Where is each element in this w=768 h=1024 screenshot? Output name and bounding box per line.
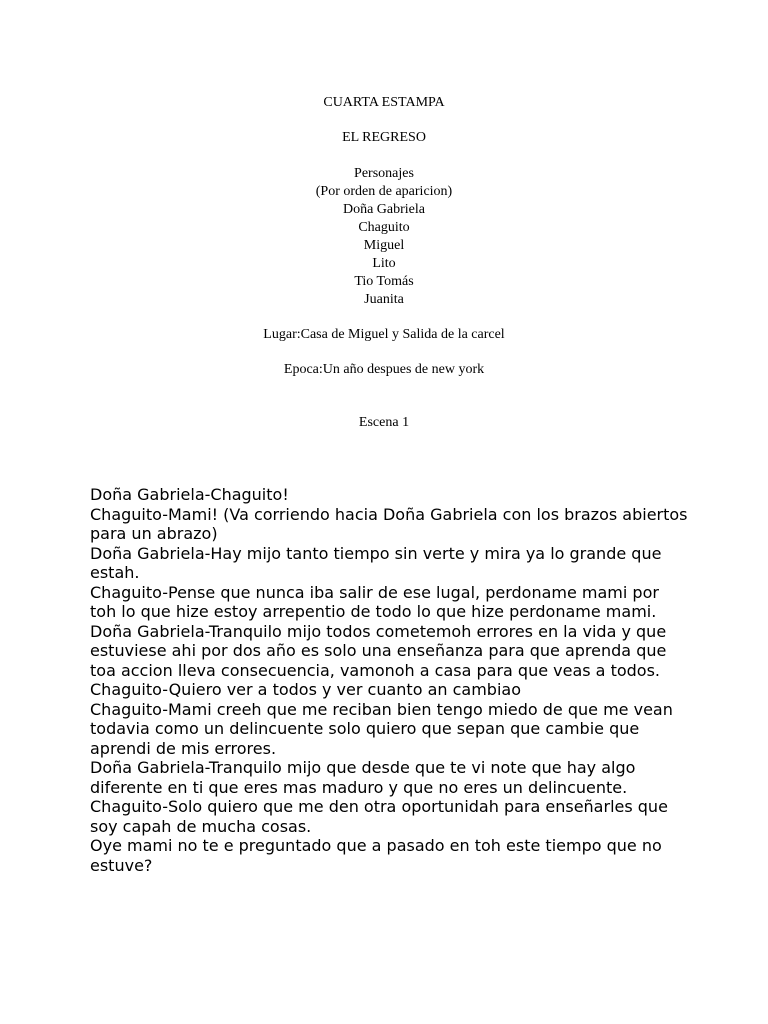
epoch-block [0,361,768,379]
characters-note: (Por orden de aparicion) [315,184,453,199]
dialogue-line: Chaguito-Mami! (Va corriendo hacia Doña Gabriela con los brazos abiertos para un abrazo) [90,504,688,543]
dialogue-line: Chaguito-Quiero ver a todos y ver cuanto an cambiao [90,680,521,699]
setting-epoch: Epoca:Un año despues de new york [283,362,485,377]
scene-block [0,414,768,432]
scene-label: Escena 1 [358,415,410,430]
dialogue-block [90,485,690,875]
character-name: Tio Tomás [354,274,414,289]
dialogue-line: Doña Gabriela-Tranquilo mijo que desde que te vi note que hay algo diferente en ti que eres mas maduro y que no eres un delincuente. [90,758,636,797]
subtitle-block [0,129,768,147]
characters-heading: Personajes [354,166,414,181]
place-block [0,326,768,344]
setting-place: Lugar:Casa de Miguel y Salida de la carcel [263,327,505,342]
character-name: Juanita [364,292,404,307]
character-name: Doña Gabriela [342,202,426,217]
dialogue-line: Oye mami no te e preguntado que a pasado en toh este tiempo que no estuve? [90,836,662,875]
dialogue-line: Chaguito-Solo quiero que me den otra oportunidah para enseñarles que soy capah de mucha cosas. [90,797,668,836]
character-name: Miguel [363,238,405,253]
dialogue-line: Doña Gabriela-Chaguito! [90,485,289,504]
dialogue-line: Chaguito-Pense que nunca iba salir de ese lugal, perdoname mami por toh lo que hize estoy arrepentio de todo lo que hize perdoname mami. [90,582,659,621]
characters-block [0,165,768,309]
character-name: Chaguito [358,220,410,235]
play-title: CUARTA ESTAMPA [323,95,445,110]
play-subtitle: EL REGRESO [342,130,426,145]
character-name: Lito [372,256,396,271]
dialogue-line: Doña Gabriela-Hay mijo tanto tiempo sin verte y mira ya lo grande que estah. [90,543,662,582]
dialogue-line: Doña Gabriela-Tranquilo mijo todos cometemoh errores en la vida y que estuviese ahi por dos año es solo una enseñanza para que aprenda que toa accion lleva consecuencia, vamonoh a casa para que veas a todos. [90,621,667,680]
dialogue-line: Chaguito-Mami creeh que me reciban bien tengo miedo de que me vean todavia como un delincuente solo quiero que sepan que cambie que aprendi de mis errores. [90,699,673,758]
title-block [0,94,768,112]
